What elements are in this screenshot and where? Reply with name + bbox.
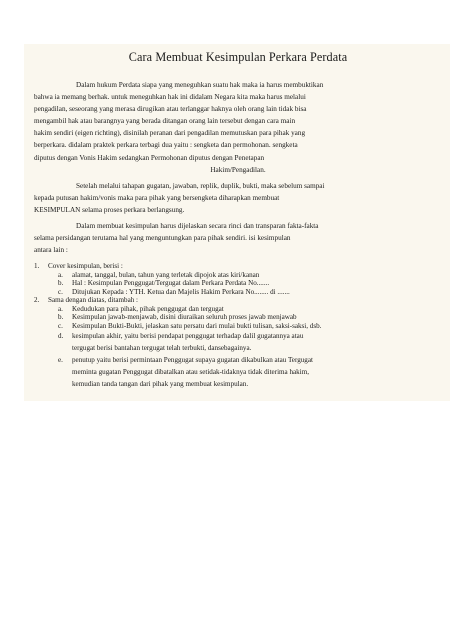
sub-list-letter: e. <box>58 355 63 364</box>
document-content <box>24 44 450 401</box>
p1-line: bahwa ia memang berhak. untuk meneguhkan hak ini didalam Negara kita maka harus melalui <box>34 93 306 102</box>
p1-line: pengadilan, seseorang yang merasa dirugikan atau terlanggar haknya oleh orang lain tidak bisa <box>34 105 307 114</box>
list-label: Cover kesimpulan, berisi : <box>48 262 123 271</box>
p3-line: selama persidangan terutama hal yang menguntungkan para pihak sendiri. isi kesimpulan <box>34 234 291 243</box>
paragraph-2 <box>34 180 442 216</box>
p3-line: Dalam membuat kesimpulan harus dijelaskan secara rinci dan transparan fakta-fakta <box>76 222 319 231</box>
sub-list-item <box>48 322 442 330</box>
sub-list-letter: b. <box>58 279 64 288</box>
sub-list-letter: c. <box>58 321 63 330</box>
sub-list-letter: a. <box>58 270 63 279</box>
sub-list-text: Hal : Kesimpulan Penggugat/Tergugat dalam Perkara Perdata No....... <box>72 279 270 288</box>
sub-list-item <box>48 271 442 279</box>
sub-list-text: kemudian tanda tangan dari pihak yang membuat kesimpulan. <box>72 379 249 388</box>
paragraph-3 <box>34 220 442 256</box>
sub-list-text: Ditujukan Kepada : YTH. Ketua dan Majelis Hakim Perkara No........ di ....... <box>72 287 290 296</box>
sub-list-text: kesimpulan akhir, yaitu berisi pendapat penggugat terhadap dalil gugatannya atau <box>72 331 304 340</box>
sub-list-text: meminta gugatan Penggugat dibatalkan atau setidak-tidaknya tidak diterima hakim, <box>72 367 309 376</box>
content-list <box>34 262 442 390</box>
p1-line: diputus dengan Vonis Hakim sedangkan Permohonan diputus dengan Penetapan <box>34 153 265 162</box>
p1-line: Dalam hukum Perdata siapa yang meneguhkan suatu hak maka ia harus membuktikan <box>76 81 324 89</box>
sub-list-item <box>48 313 442 321</box>
sub-list-item <box>48 354 442 390</box>
sub-list-text: tergugat berisi bantahan tergugat telah terbukti, dansebagainya. <box>72 343 252 352</box>
sub-list-text: Kesimpulan Bukti-Bukti, jelaskan satu persatu dari mulai bukti tulisan, saksi-saksi, dsb. <box>72 321 322 330</box>
sub-list-letter: b. <box>58 313 64 322</box>
sub-list-letter: d. <box>58 331 64 340</box>
list-number: 2. <box>34 296 40 305</box>
sub-list-letter: a. <box>58 304 63 313</box>
p1-line: hakim sendiri (eigen richting), disinilah peranan dari pengadilan memutuskan para pihak yang <box>34 129 306 138</box>
p2-line: Setelah melalui tahapan gugatan, jawaban, replik, duplik, bukti, maka sebelum sampai <box>76 181 325 190</box>
sub-list <box>48 305 442 390</box>
list-number: 1. <box>34 262 40 271</box>
list-item <box>34 296 442 390</box>
p3-line: antara lain : <box>34 246 68 255</box>
sub-list-text: Kedudukan para pihak, pihak penggugat dan tergugat <box>72 304 224 313</box>
sub-list-item <box>48 305 442 313</box>
sub-list-text: alamat, tanggal, bulan, tahun yang terletak dipojok atas kiri/kanan <box>72 270 260 279</box>
sub-list <box>48 271 442 296</box>
p1-line: mengambil hak atau barangnya yang berada ditangan orang lain tersebut dengan cara main <box>34 117 296 126</box>
list-item <box>34 262 442 296</box>
sub-list-text: Kesimpulan jawab-menjawab, disini diuraikan seluruh proses jawab menjawab <box>72 313 297 322</box>
sub-list-letter: c. <box>58 287 63 296</box>
list-label: Sama dengan diatas, ditambah : <box>48 296 139 305</box>
p2-line: kepada putusan hakim/vonis maka para pihak yang bersengketa diharapkan membuat <box>34 193 280 202</box>
p1-line: berperkara. didalam praktek perkara terbagi dua yaitu : sengketa dan permohonan. sengketa <box>34 141 298 150</box>
paragraph-1 <box>34 79 442 176</box>
sub-list-text: penutup yaitu berisi permintaan Penggugat supaya gugatan dikabulkan atau Tergugat <box>72 355 313 364</box>
p1-line: Hakim/Pengadilan. <box>210 165 266 174</box>
document-title: Cara Membuat Kesimpulan Perkara Perdata <box>128 50 348 64</box>
p2-line: KESIMPULAN selama proses perkara berlangsung. <box>34 205 185 214</box>
sub-list-item <box>48 279 442 287</box>
sub-list-item <box>48 288 442 296</box>
sub-list-item <box>48 330 442 354</box>
